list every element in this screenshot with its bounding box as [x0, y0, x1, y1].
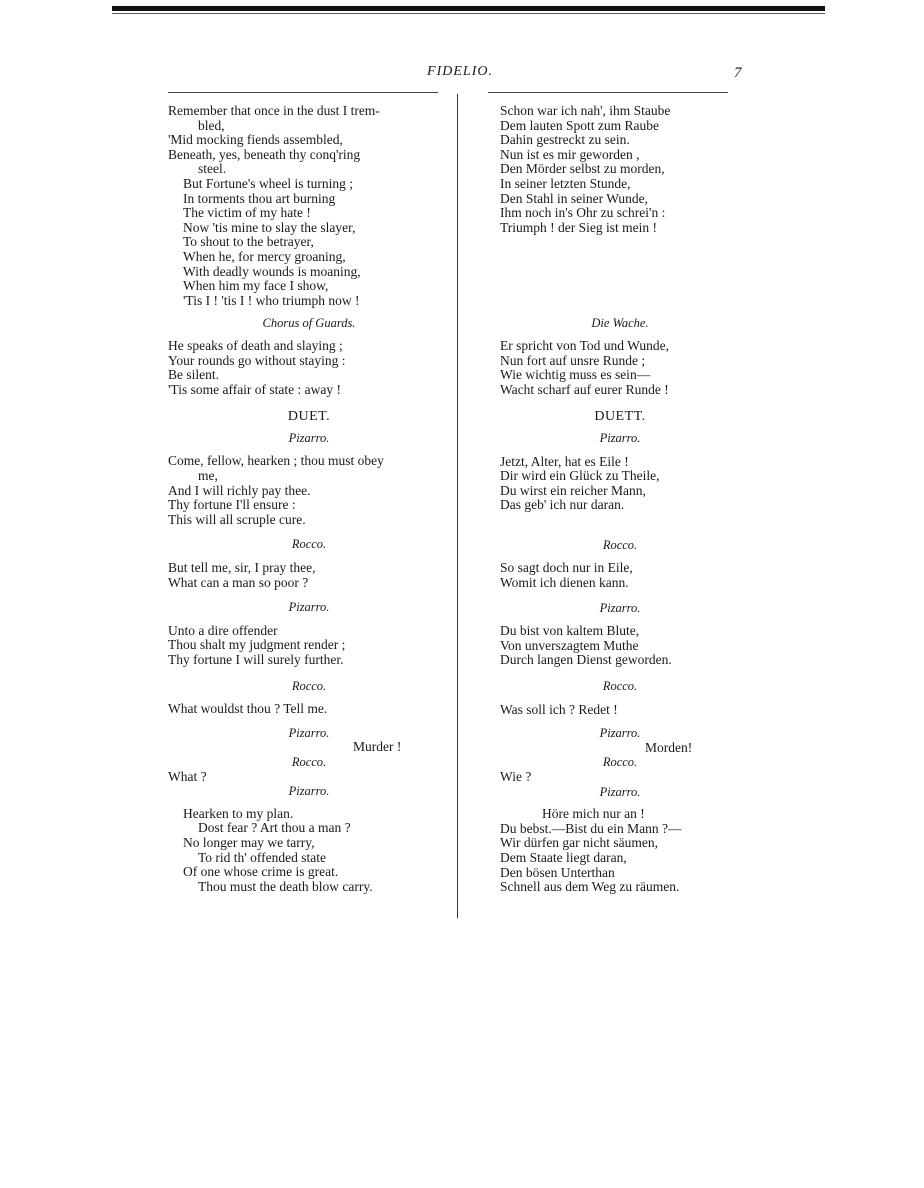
verse-line: What wouldst thou ? Tell me. [168, 701, 328, 717]
speaker-heading: Pizarro. [599, 784, 641, 799]
verse-line: Wie wichtig muss es sein— [500, 367, 651, 383]
verse-line: Den Mörder selbst zu morden, [500, 161, 665, 177]
column-divider [457, 94, 458, 918]
verse-line: Murder ! [353, 739, 402, 755]
verse-line: Of one whose crime is great. [183, 864, 339, 880]
verse-line: Den bösen Unterthan [500, 864, 615, 880]
verse-line: Thy fortune I will surely further. [168, 652, 344, 667]
speaker-heading: Pizarro. [599, 726, 641, 741]
verse-line: What ? [168, 768, 207, 784]
verse-line: Hearken to my plan. [183, 805, 294, 821]
verse-line: Wacht scharf auf eurer Runde ! [500, 381, 669, 397]
verse-line: Thou shalt my judgment render ; [168, 637, 346, 653]
verse-line: Wie ? [500, 769, 532, 784]
top-border-thin-rule [112, 13, 825, 14]
verse-line: So sagt doch nur in Eile, [500, 560, 633, 576]
speaker-heading: Rocco. [602, 537, 638, 552]
verse-line: Dahin gestreckt zu sein. [500, 132, 630, 148]
verse-line: But tell me, sir, I pray thee, [168, 560, 316, 576]
verse-line: This will all scruple cure. [168, 511, 306, 527]
verse-line: Be silent. [168, 367, 219, 383]
verse-line: Höre mich nur an ! [542, 806, 645, 822]
verse-line: Schnell aus dem Weg zu räumen. [500, 879, 680, 895]
speaker-heading: Pizarro. [599, 430, 641, 445]
verse-line: When him my face I show, [183, 278, 329, 294]
speaker-heading: Pizarro. [288, 430, 330, 445]
verse-line: Remember that once in the dust I trem- [168, 103, 380, 118]
verse-line: Beneath, yes, beneath thy conq'ring [168, 146, 361, 162]
verse-line: steel. [198, 161, 227, 177]
speaker-heading: Pizarro. [599, 600, 641, 615]
verse-line: Nun fort auf unsre Runde ; [500, 352, 646, 368]
speaker-heading: Pizarro. [288, 725, 330, 740]
speaker-heading: Rocco. [602, 755, 638, 770]
verse-line: Wir dürfen gar nicht säumen, [500, 835, 659, 851]
verse-line: me, [198, 468, 218, 484]
verse-line: In torments thou art burning [183, 190, 336, 206]
verse-line: Triumph ! der Sieg ist mein ! [500, 219, 657, 235]
verse-line: Thy fortune I'll ensure : [168, 497, 296, 513]
speaker-heading: Rocco. [291, 537, 327, 552]
verse-line: With deadly wounds is moaning, [183, 263, 361, 279]
verse-line: 'Tis I ! 'tis I ! who triumph now ! [183, 292, 360, 308]
speaker-heading: Chorus of Guards. [262, 316, 356, 331]
verse-line: Now 'tis mine to slay the slayer, [183, 219, 356, 235]
verse-line: Unto a dire offender [168, 622, 278, 638]
speaker-heading: Rocco. [602, 679, 638, 694]
running-header-title: FIDELIO. [427, 64, 493, 79]
speaker-heading: Pizarro. [288, 600, 330, 615]
verse-line: Nun ist es mir geworden , [500, 146, 640, 162]
verse-line: Das geb' ich nur daran. [500, 497, 625, 513]
verse-line: What can a man so poor ? [168, 574, 309, 590]
verse-line: Dem lauten Spott zum Raube [500, 117, 659, 133]
verse-line: Come, fellow, hearken ; thou must obey [168, 453, 384, 469]
verse-line: He speaks of death and slaying ; [168, 337, 343, 353]
speaker-heading: Rocco. [291, 754, 327, 769]
verse-line: Was soll ich ? Redet ! [500, 701, 618, 717]
verse-line: bled, [198, 117, 225, 133]
verse-line: Ihm noch in's Ohr zu schrei'n : [500, 205, 666, 221]
verse-line: Du bebst.—Bist du ein Mann ?— [500, 820, 682, 836]
header-rule-right [488, 92, 728, 93]
verse-line: Du wirst ein reicher Mann, [500, 482, 646, 498]
verse-line: Schon war ich nah', ihm Staube [500, 103, 671, 118]
verse-line: Morden! [645, 739, 693, 755]
verse-line: To shout to the betrayer, [183, 234, 314, 250]
verse-line: Durch langen Dienst geworden. [500, 652, 672, 668]
page-number: 7 [734, 65, 742, 81]
verse-line: Du bist von kaltem Blute, [500, 623, 640, 639]
duet-heading: DUETT. [594, 409, 646, 425]
verse-line: Jetzt, Alter, hat es Eile ! [500, 453, 629, 469]
speaker-heading: Rocco. [291, 678, 327, 693]
verse-line: 'Mid mocking fiends assembled, [168, 132, 343, 148]
verse-line: Womit ich dienen kann. [500, 575, 629, 591]
verse-line: Dost fear ? Art thou a man ? [198, 820, 351, 836]
english-column [168, 104, 450, 894]
german-column [500, 104, 740, 895]
verse-line: And I will richly pay thee. [168, 482, 311, 498]
verse-line: 'Tis some affair of state : away ! [168, 381, 342, 397]
speaker-heading: Pizarro. [288, 784, 330, 799]
verse-line: Von unverszagtem Muthe [500, 637, 639, 653]
verse-line: Den Stahl in seiner Wunde, [500, 190, 649, 206]
verse-line: The victim of my hate ! [183, 205, 311, 221]
verse-line: Dir wird ein Glück zu Theile, [500, 468, 660, 484]
duet-heading: DUET. [287, 409, 331, 425]
top-border-rule [112, 6, 825, 11]
header-rule-left [168, 92, 438, 93]
verse-line: When he, for mercy groaning, [183, 248, 346, 264]
verse-line: Er spricht von Tod und Wunde, [500, 337, 669, 353]
verse-line: Thou must the death blow carry. [198, 878, 373, 894]
verse-line: To rid th' offended state [198, 849, 326, 865]
verse-line: In seiner letzten Stunde, [500, 175, 631, 191]
verse-line: No longer may we tarry, [183, 834, 315, 850]
verse-line: Your rounds go without staying : [168, 352, 346, 368]
verse-line: Dem Staate liegt daran, [500, 849, 627, 865]
speaker-heading: Die Wache. [591, 316, 649, 331]
verse-line: But Fortune's wheel is turning ; [183, 175, 354, 191]
